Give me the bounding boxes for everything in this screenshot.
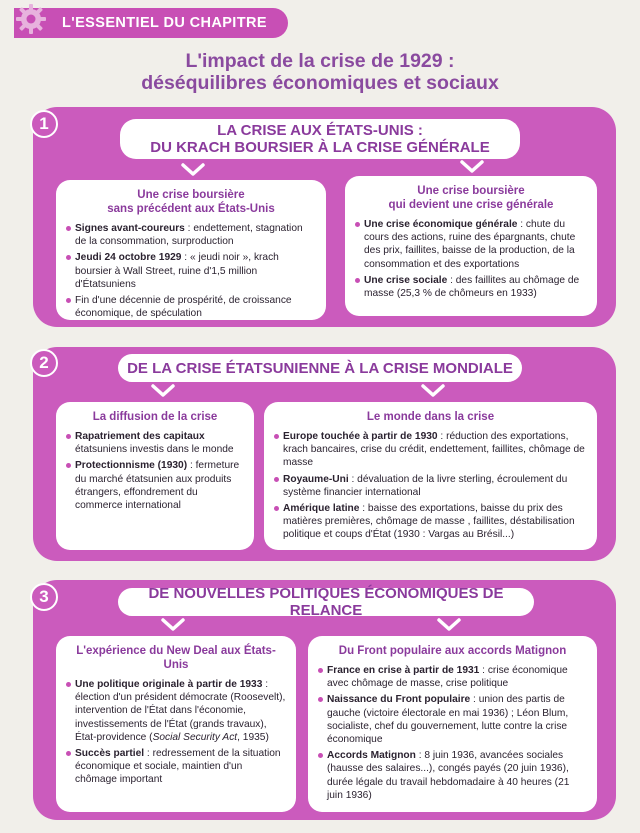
- item-bold: Naissance du Front populaire: [327, 694, 471, 706]
- banner-line: DE LA CRISE ÉTATSUNIENNE À LA CRISE MONDIALE: [127, 359, 513, 377]
- item-text: , 1935): [237, 731, 269, 743]
- page-title-line2: déséquilibres économiques et sociaux: [141, 72, 499, 94]
- bullet-list: [66, 430, 244, 512]
- banner-line: DU KRACH BOURSIER À LA CRISE GÉNÉRALE: [150, 139, 490, 156]
- item-text: : baisse des exportations, baisse du prix des matières premières, chômage de masse , faillites, déstabilisation politique et coups d'État (1930 : Vargas au Brésil...): [283, 503, 575, 541]
- card-title: L'expérience du New Deal aux États-Unis: [76, 645, 276, 671]
- section-banner: [118, 585, 534, 619]
- item-text: Fin d'une décennie de prospérité, de croissance économique, de spéculation: [75, 295, 292, 320]
- card-crise-generale: [345, 176, 597, 316]
- chevron-down-icon: [150, 384, 176, 398]
- item-text: : dévaluation de la livre sterling, écroulement du système financier international: [283, 473, 568, 498]
- chevron-down-icon: [420, 384, 446, 398]
- bullet-list: [274, 430, 587, 542]
- list-item: [318, 664, 587, 690]
- list-item: [66, 294, 316, 320]
- chapter-header-tab: [14, 8, 288, 38]
- section-number: 3: [30, 583, 58, 611]
- page-title-line1: L'impact de la crise de 1929 :: [185, 50, 455, 72]
- item-text: étatsuniens investis dans le monde: [75, 444, 234, 456]
- section-banner: [120, 119, 520, 159]
- item-text: : crise économique avec chômage de masse, crise politique: [327, 665, 568, 690]
- banner-line: LA CRISE AUX ÉTATS-UNIS :: [217, 122, 423, 139]
- chevron-down-icon: [459, 160, 485, 174]
- item-text: : union des partis de gauche (victoire électorale en mai 1936) ; Léon Blum, socialiste, chef du gouvernement, lutte contre la crise économique: [327, 694, 569, 746]
- item-bold: Une crise économique générale: [364, 219, 518, 230]
- list-item: [66, 747, 286, 787]
- item-text: : réduction des exportations, krach bancaires, crise du crédit, endettement, faillites, chômage de masse: [283, 431, 585, 469]
- card-diffusion-crise: [56, 402, 254, 550]
- card-title: Du Front populaire aux accords Matignon: [338, 645, 567, 657]
- item-text: : fermeture du marché étatsunien aux produits étrangers, effondrement du commerce international: [75, 460, 240, 512]
- item-text: : « jeudi noir », krach boursier à Wall Street, ruine d'1,5 million d'Étatsuniens: [75, 252, 279, 290]
- section-number: 1: [30, 110, 58, 138]
- card-title: [66, 188, 316, 216]
- list-item: [318, 693, 587, 746]
- item-bold: Rapatriement des capitaux: [75, 431, 205, 442]
- bullet-list: [66, 222, 316, 320]
- item-bold: Protectionnisme (1930): [75, 460, 188, 472]
- item-bold: Accords Matignon: [327, 750, 416, 762]
- item-text: : élection d'un président démocrate (Roosevelt), intervention de l'État dans l'économie, investissements de l'État (grands travaux), État-providence (: [75, 679, 286, 743]
- card-title-line: qui devient une crise générale: [388, 199, 554, 211]
- card-title-line: Une crise boursière: [137, 189, 245, 201]
- chevron-down-icon: [180, 163, 206, 177]
- item-text: : redressement de la situation économique et sociale, maintien d'un chômage important: [75, 748, 281, 786]
- list-item: [318, 749, 587, 802]
- card-crise-boursiere: [56, 180, 326, 320]
- gear-icon: [14, 2, 48, 36]
- item-text: : des faillites au chômage de masse (25,3 % de chômeurs en 1933): [364, 274, 580, 300]
- list-item: [66, 222, 316, 248]
- card-front-populaire: [308, 636, 597, 812]
- card-title-line: sans précédent aux États-Unis: [107, 203, 275, 215]
- banner-line: DE NOUVELLES POLITIQUES ÉCONOMIQUES DE RELANCE: [148, 585, 504, 619]
- chevron-down-icon: [160, 618, 186, 632]
- list-item: [274, 473, 587, 499]
- card-new-deal: [56, 636, 296, 812]
- item-bold: Succès partiel: [75, 748, 145, 760]
- item-bold: Jeudi 24 octobre 1929: [75, 252, 182, 264]
- item-text: : 8 juin 1936, avancées sociales (hausse des salaires...), congés payés (20 juin 1936), durée légale du travail hebdomadaire à 40 heures (21 juin 1936): [327, 750, 570, 801]
- item-bold: France en crise à partir de 1931: [327, 665, 480, 676]
- list-item: [66, 678, 286, 744]
- chapter-header-label: L'ESSENTIEL DU CHAPITRE: [62, 15, 267, 31]
- item-bold: Une politique originale à partir de 1933: [75, 679, 263, 690]
- list-item: [355, 274, 587, 300]
- list-item: [66, 459, 244, 512]
- list-item: [355, 218, 587, 271]
- item-italic: Social Security Act: [152, 731, 238, 743]
- list-item: [274, 502, 587, 542]
- item-text: : endettement, stagnation de la consommation, surproduction: [75, 223, 303, 248]
- bullet-list: [66, 678, 286, 787]
- item-bold: Signes avant-coureurs: [75, 223, 185, 234]
- list-item: [66, 430, 244, 456]
- item-bold: Amérique latine: [283, 503, 360, 515]
- card-title-line: Une crise boursière: [417, 185, 525, 197]
- bullet-list: [318, 664, 587, 802]
- list-item: [66, 251, 316, 291]
- section-number: 2: [30, 349, 58, 377]
- item-bold: Une crise sociale: [364, 274, 448, 286]
- bullet-list: [355, 218, 587, 300]
- chevron-down-icon: [436, 618, 462, 632]
- item-bold: Europe touchée à partir de 1930: [283, 431, 438, 442]
- section-banner: [118, 354, 522, 382]
- list-item: [274, 430, 587, 470]
- item-text: : chute du cours des actions, ruine des épargnants, chute des prix, faillites, baisse de la production, de la consommation et des exportations: [364, 219, 576, 270]
- card-title: La diffusion de la crise: [92, 411, 218, 423]
- card-title: Le monde dans la crise: [366, 411, 495, 423]
- card-title: [355, 184, 587, 212]
- card-monde-crise: [264, 402, 597, 550]
- item-bold: Royaume-Uni: [283, 473, 349, 485]
